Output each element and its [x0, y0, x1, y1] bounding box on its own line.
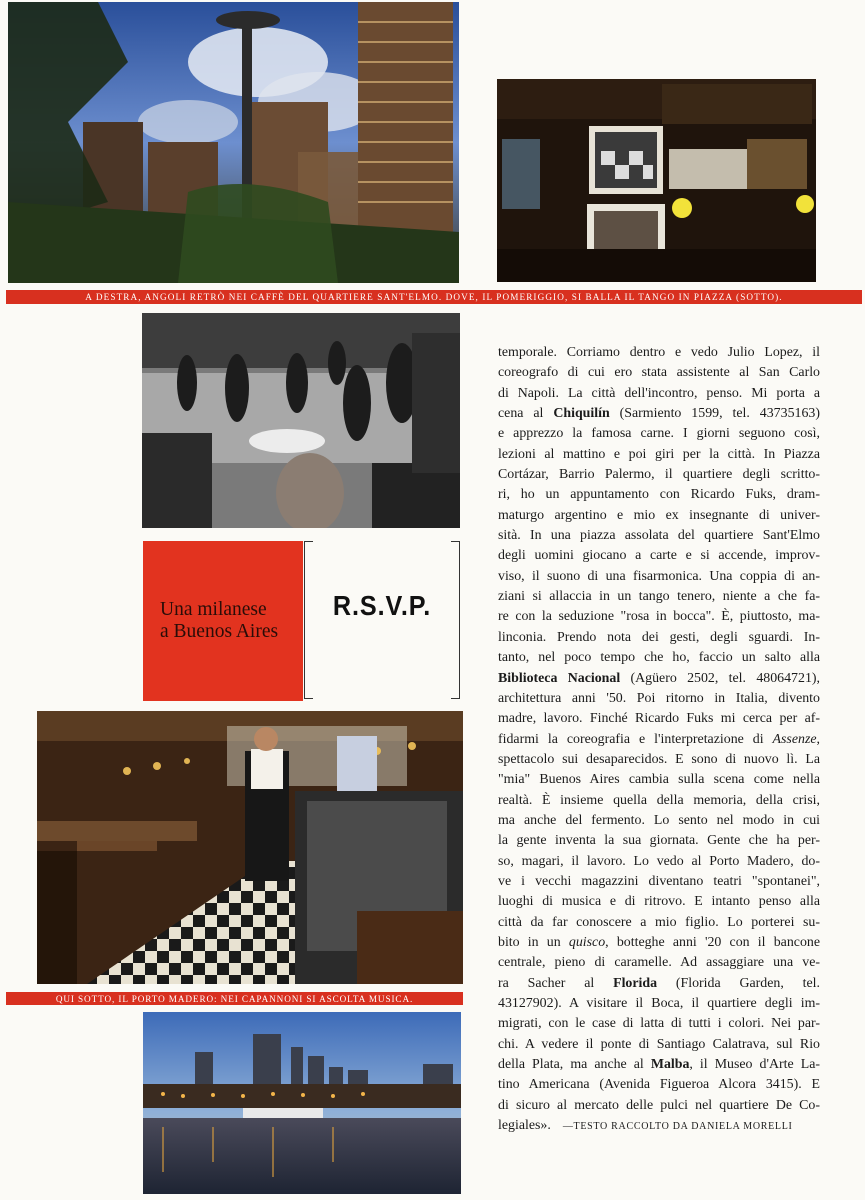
article-line: la gente inventa la sua giornata. Gente che ha per-	[498, 833, 820, 849]
article-line: Biblioteca Nacional (Agüero 2502, tel. 48064721),	[498, 670, 820, 686]
venue-name: Chiquilín	[553, 406, 610, 422]
article-line: di Napoli. La città dell'incontro, penso. Mi porta a	[498, 385, 820, 401]
article-line: linconia. Prendo nota dei gesti, degli sguardi. In-	[498, 629, 820, 645]
italic-term: quisco	[568, 934, 606, 950]
article-last-line	[498, 1116, 820, 1137]
caption-middle: QUI SOTTO, IL PORTO MADERO: NEI CAPANNONI SI ASCOLTA MUSICA.	[6, 992, 463, 1005]
italic-term: Assenze	[772, 731, 817, 747]
article-line: realtà. È insieme quella della memoria, della crisi,	[498, 792, 820, 808]
article-line: tanto, nel poco tempo che ho, faccio un salto alla	[498, 650, 820, 666]
photo-tango-square	[142, 313, 460, 528]
article-line: maturgo argentino e mio ex insegnante di univer-	[498, 507, 820, 523]
article-line: chi. A vedere il ponte di Santiago Calatrava, sul Rio	[498, 1036, 820, 1052]
article-line: migrati, con le case di latta di tutti i colori. Nei par-	[498, 1016, 820, 1032]
article-line: tino Americana (Avenida Figueroa Alcora 3415). E	[498, 1077, 820, 1093]
bracket-right	[451, 541, 460, 699]
article-line: spettacolo sui desaparecidos. E sono di nuovo lì. La	[498, 751, 820, 767]
article-line: coreografo di cui ero stata assistente al San Carlo	[498, 365, 820, 381]
rsvp-heading: R.S.V.P.	[332, 590, 432, 621]
article-line: cena al Chiquilín (Sarmiento 1599, tel. 43735163)	[498, 406, 820, 422]
article-line: fidarmi la coreografia e l'interpretazione di Assenze,	[498, 731, 820, 747]
article-line: viso, il suono di una fisarmonica. Una coppia di an-	[498, 568, 820, 584]
photo-porto-madero	[143, 1012, 461, 1194]
caption-top: A DESTRA, ANGOLI RETRÒ NEI CAFFÈ DEL QUARTIERE SANT'ELMO. DOVE, IL POMERIGGIO, SI BALLA IL TANGO IN PIAZZA (SOTTO).	[6, 290, 862, 304]
article-line: di sicuro al mercato delle pulci nel quartiere De Co-	[498, 1097, 820, 1113]
article-line: temporale. Corriamo dentro e vedo Julio Lopez, il	[498, 345, 820, 360]
venue-name: Biblioteca Nacional	[498, 670, 621, 686]
article-line: bito in un quisco, botteghe anni '20 con il bancone	[498, 934, 820, 950]
venue-name: Malba	[650, 1057, 690, 1073]
article-line: luoghi di musica e di ritrovo. E intanto penso alla	[498, 894, 820, 910]
author-credit: —TESTO RACCOLTO DA DANIELA MORELLI	[562, 1121, 793, 1133]
feature-title-line1: Una milanese	[160, 599, 267, 620]
feature-title-line2: a Buenos Aires	[160, 621, 279, 642]
photo-cafe-waiter	[37, 711, 463, 984]
venue-name: Florida	[613, 975, 658, 991]
article-line: architettura anni '50. Poi ritorno in Italia, divento	[498, 690, 820, 706]
photo-city-reflection	[8, 2, 459, 283]
article-line: sità. In una piazza assolata del quartiere Sant'Elmo	[498, 528, 820, 544]
article-body	[498, 343, 820, 1137]
article-line: 43127902). A visitare il Boca, il quartiere degli im-	[498, 996, 820, 1011]
article-line: della Plata, ma anche al Malba, il Museo d'Arte La-	[498, 1057, 820, 1073]
article-line: ve i vecchi magazzini diventano teatri "spontanei",	[498, 873, 820, 889]
article-line: ziani si allaccia in un tango tenero, niente a che fa-	[498, 589, 820, 605]
article-line: degli uomini giocano a carte e si accende, improv-	[498, 548, 820, 564]
bracket-left	[304, 541, 313, 699]
article-line: e apprezzo la famosa carne. I giorni seguono così,	[498, 426, 820, 442]
article-line: lezioni al mattino e poi giri per la città. In Piazza	[498, 446, 820, 462]
article-line: ma anche del fermento. Lo sento nel modo in cui	[498, 812, 820, 828]
article-closing-text: legiales».	[498, 1118, 551, 1134]
article-line: centrale, pieno di caramelle. Ad assaggiare una ve-	[498, 955, 820, 971]
article-line: ra Sacher al Florida (Florida Garden, tel.	[498, 975, 820, 991]
article-line: ri, ho un appuntamento con Ricardo Fuks, dram-	[498, 487, 820, 503]
feature-title-box	[143, 541, 303, 701]
article-line: re con la seduzione "rosa in bocca". È, piuttosto, ma-	[498, 609, 820, 625]
article-line: madre, lavoro. Finché Ricardo Fuks mi cerca per af-	[498, 711, 820, 727]
article-line: città da far conoscere a mio figlio. Lo porterei su-	[498, 914, 820, 930]
article-line: so, magari, il lavoro. Lo vedo al Porto Madero, do-	[498, 853, 820, 869]
photo-cafe-wall	[497, 79, 816, 282]
article-line: Cortázar, Barrio Palermo, il quartiere degli scritto-	[498, 467, 820, 483]
article-line: "mia" Buenos Aires cambia sulla scena come nella	[498, 772, 820, 788]
